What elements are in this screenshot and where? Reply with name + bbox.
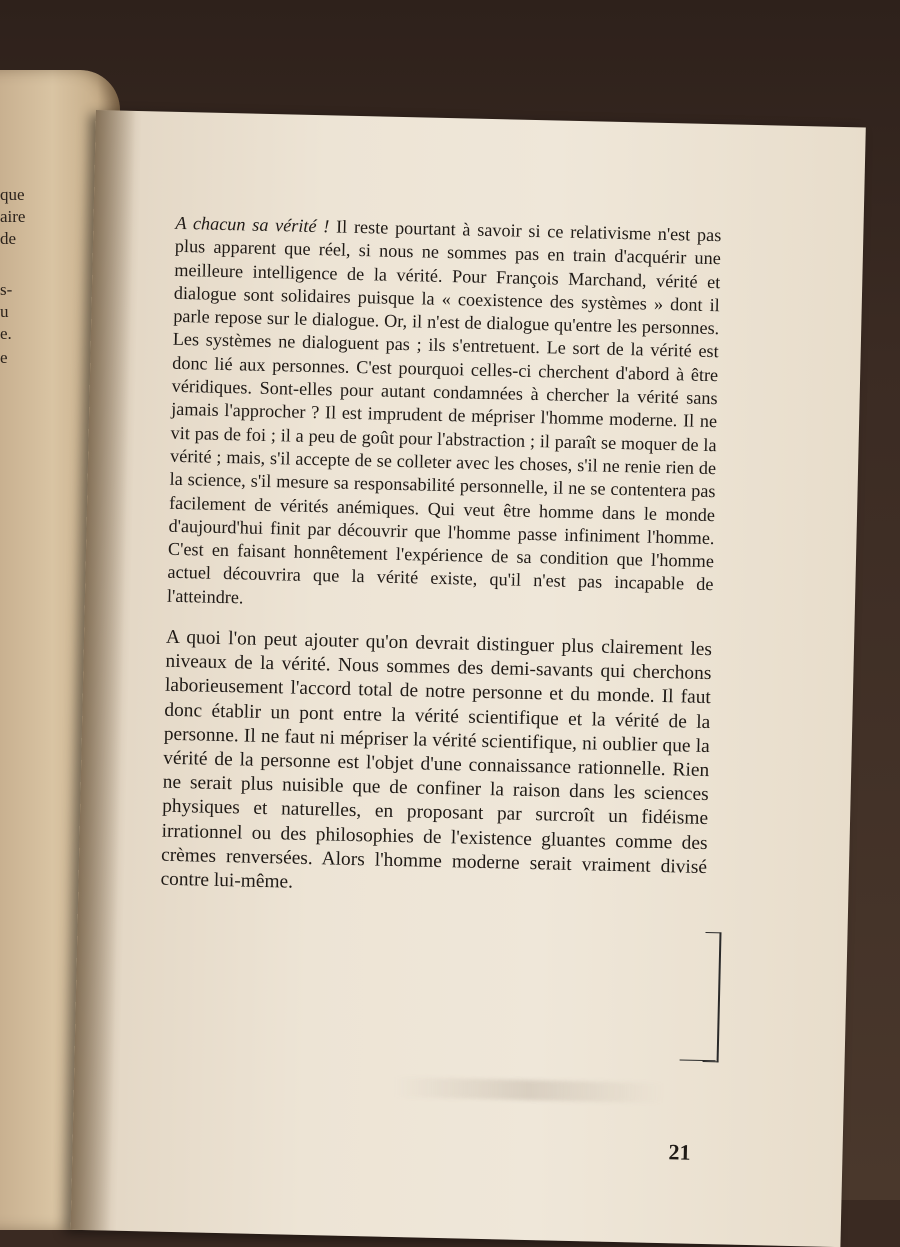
paragraph-1-body: Il reste pourtant à savoir si ce relativisme n'est pas plus apparent que réel, si nous ne sommes pas en train d'acquérir une meilleure intelligence de la vérité. Pour François Marchand, vérité et dialogue sont solidaires puisque la « coexistence des systèmes » dont il parle repose sur le dialogue. Or, il n'est de dialogue qu'entre les personnes. Les systèmes ne dialoguent pas ; ils s'entretuent. Le sort de la vérité est donc lié aux personnes. C'est pourquoi celles-ci cherchent d'abord à être véridiques. Sont-elles pour autant condamnées à chercher la vérité sans jamais l'approcher ? Il est imprudent de mépriser l'homme moderne. Il ne vit pas de foi ; il a peu de goût pour l'abstraction ; il paraît se moquer de la vérité ; mais, s'il accepte de se colleter avec les choses, s'il ne renie rien de la science, s'il mesure sa responsabilité personnelle, il ne se contentera pas facilement de vérités anémiques. Qui veut être homme dans le monde d'aujourd'hui finit par découvrir que l'homme passe infiniment l'homme. C'est en faisant honnêtement l'expérience de sa condition que l'homme actuel découvrira que la vérité existe, qu'il n'est pas incapable de l'atteindre. [166, 216, 722, 608]
paragraph-2: A quoi l'on peut ajouter qu'on devrait distinguer plus clairement les niveaux de la vérité. Nous sommes des demi-savants qui cherchons laborieusement l'accord total de notre personne et du monde. Il faut donc établir un pont entre la vérité scientifique et la vérité de la personne. Il ne faut ni mépriser la vérité scientifique, ni oublier que la vérité de la personne est l'objet d'une connaissance rationnelle. Rien ne serait plus nuisible que de confiner la raison dans les sciences physiques et naturelles, en proposant par surcroît un fidéisme irrationnel ou des philosophies de l'existence gluantes comme des crèmes renversées. Alors l'homme moderne serait vraiment divisé contre lui-même. [160, 626, 713, 893]
left-page-fragment: que [0, 185, 25, 204]
left-page-fragment: e. [0, 324, 12, 343]
show-through-text [394, 1077, 664, 1103]
right-page [71, 110, 866, 1247]
pencil-bracket-mark [703, 932, 722, 1062]
left-page-fragment: aire [0, 207, 26, 226]
paragraph-1 [167, 212, 722, 620]
paragraph-1-lead: A chacun sa vérité ! [175, 212, 330, 237]
left-page-fragment: u [0, 302, 9, 321]
left-page-fragment: de [0, 229, 17, 248]
pencil-bracket-tail [680, 1059, 716, 1061]
left-page-fragment: e [0, 348, 8, 367]
left-page-fragment: s- [0, 280, 13, 299]
page-number: 21 [668, 1139, 691, 1165]
page-text [160, 212, 721, 904]
